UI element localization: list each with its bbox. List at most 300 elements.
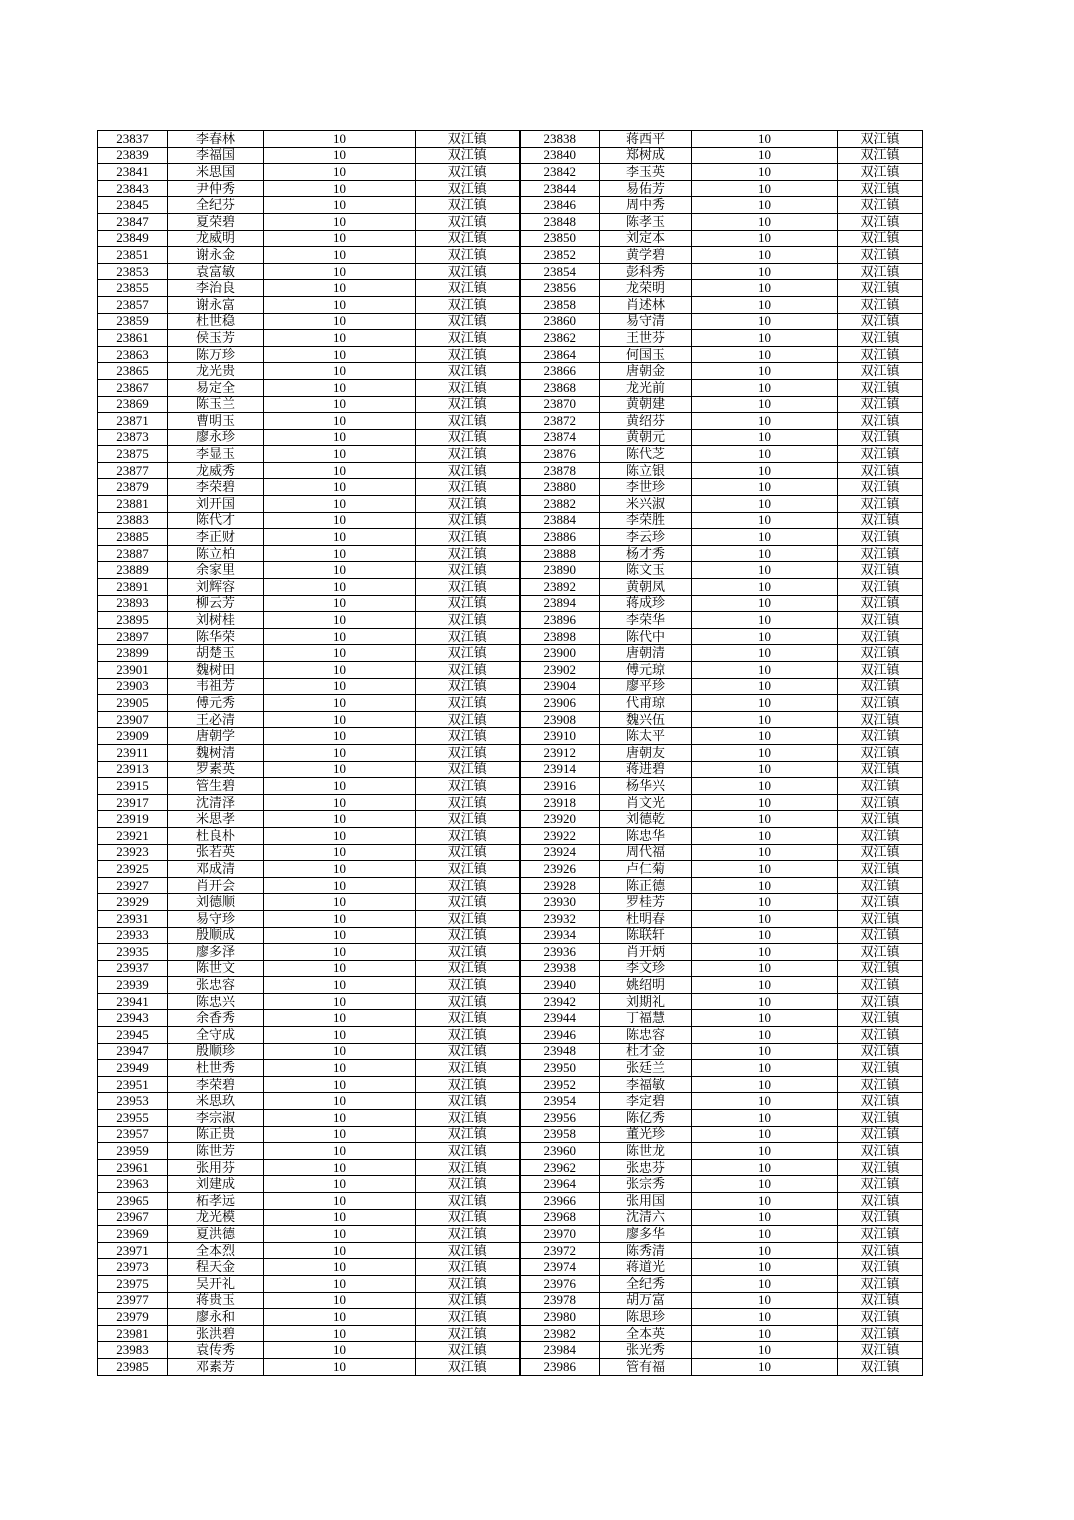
cell-right-town: 双江镇 bbox=[838, 877, 923, 894]
cell-left-name: 全本烈 bbox=[168, 1242, 264, 1259]
cell-right-no: 23976 bbox=[520, 1275, 600, 1292]
cell-left-amount: 10 bbox=[264, 827, 416, 844]
cell-left-no: 23895 bbox=[98, 612, 168, 629]
cell-left-name: 陈华荣 bbox=[168, 628, 264, 645]
cell-left-name: 王必清 bbox=[168, 711, 264, 728]
table-row bbox=[98, 1110, 923, 1127]
cell-right-name: 陈亿秀 bbox=[600, 1110, 692, 1127]
cell-left-name: 米思国 bbox=[168, 164, 264, 181]
cell-left-name: 胡楚玉 bbox=[168, 645, 264, 662]
cell-left-amount: 10 bbox=[264, 1292, 416, 1309]
cell-right-town: 双江镇 bbox=[838, 330, 923, 347]
table-row bbox=[98, 263, 923, 280]
cell-left-amount: 10 bbox=[264, 396, 416, 413]
cell-right-no: 23848 bbox=[520, 213, 600, 230]
cell-right-name: 杜才金 bbox=[600, 1043, 692, 1060]
cell-right-town: 双江镇 bbox=[838, 1027, 923, 1044]
cell-right-no: 23942 bbox=[520, 993, 600, 1010]
cell-right-amount: 10 bbox=[692, 827, 838, 844]
cell-right-no: 23952 bbox=[520, 1076, 600, 1093]
cell-right-no: 23838 bbox=[520, 131, 600, 148]
cell-left-name: 龙威秀 bbox=[168, 462, 264, 479]
cell-left-town: 双江镇 bbox=[416, 744, 520, 761]
cell-left-name: 李宗淑 bbox=[168, 1110, 264, 1127]
cell-left-no: 23931 bbox=[98, 910, 168, 927]
cell-right-amount: 10 bbox=[692, 396, 838, 413]
cell-left-no: 23877 bbox=[98, 462, 168, 479]
cell-right-no: 23966 bbox=[520, 1193, 600, 1210]
cell-right-name: 杜明春 bbox=[600, 910, 692, 927]
cell-right-town: 双江镇 bbox=[838, 247, 923, 264]
cell-right-name: 龙荣明 bbox=[600, 280, 692, 297]
cell-left-town: 双江镇 bbox=[416, 1275, 520, 1292]
cell-left-town: 双江镇 bbox=[416, 1143, 520, 1160]
cell-left-name: 李荣碧 bbox=[168, 479, 264, 496]
cell-left-no: 23973 bbox=[98, 1259, 168, 1276]
table-row bbox=[98, 910, 923, 927]
cell-left-town: 双江镇 bbox=[416, 479, 520, 496]
table-row bbox=[98, 960, 923, 977]
cell-left-town: 双江镇 bbox=[416, 164, 520, 181]
cell-left-town: 双江镇 bbox=[416, 827, 520, 844]
cell-left-amount: 10 bbox=[264, 678, 416, 695]
cell-right-name: 胡万富 bbox=[600, 1292, 692, 1309]
cell-left-name: 魏树清 bbox=[168, 744, 264, 761]
cell-left-town: 双江镇 bbox=[416, 529, 520, 546]
cell-left-amount: 10 bbox=[264, 180, 416, 197]
cell-left-name: 刘开国 bbox=[168, 496, 264, 513]
cell-right-town: 双江镇 bbox=[838, 180, 923, 197]
cell-left-no: 23985 bbox=[98, 1358, 168, 1375]
cell-left-no: 23891 bbox=[98, 579, 168, 596]
cell-left-amount: 10 bbox=[264, 147, 416, 164]
cell-left-name: 谢永富 bbox=[168, 296, 264, 313]
cell-right-town: 双江镇 bbox=[838, 1325, 923, 1342]
cell-left-town: 双江镇 bbox=[416, 147, 520, 164]
cell-left-name: 米思孝 bbox=[168, 811, 264, 828]
cell-right-name: 陈正德 bbox=[600, 877, 692, 894]
cell-left-no: 23967 bbox=[98, 1209, 168, 1226]
table-row bbox=[98, 396, 923, 413]
cell-right-name: 陈文玉 bbox=[600, 562, 692, 579]
cell-left-amount: 10 bbox=[264, 1342, 416, 1359]
cell-left-town: 双江镇 bbox=[416, 894, 520, 911]
table-row bbox=[98, 761, 923, 778]
cell-left-no: 23865 bbox=[98, 363, 168, 380]
cell-right-name: 唐朝清 bbox=[600, 645, 692, 662]
table-row bbox=[98, 462, 923, 479]
cell-right-no: 23840 bbox=[520, 147, 600, 164]
cell-right-no: 23886 bbox=[520, 529, 600, 546]
table-row bbox=[98, 429, 923, 446]
cell-right-name: 黄朝建 bbox=[600, 396, 692, 413]
cell-left-town: 双江镇 bbox=[416, 213, 520, 230]
cell-right-name: 杨才秀 bbox=[600, 545, 692, 562]
cell-right-town: 双江镇 bbox=[838, 1159, 923, 1176]
cell-right-amount: 10 bbox=[692, 927, 838, 944]
cell-left-town: 双江镇 bbox=[416, 861, 520, 878]
cell-left-town: 双江镇 bbox=[416, 612, 520, 629]
cell-right-name: 傅元琼 bbox=[600, 662, 692, 679]
cell-right-town: 双江镇 bbox=[838, 844, 923, 861]
cell-right-name: 全纪秀 bbox=[600, 1275, 692, 1292]
table-row bbox=[98, 1358, 923, 1375]
cell-left-town: 双江镇 bbox=[416, 230, 520, 247]
cell-right-name: 张光秀 bbox=[600, 1342, 692, 1359]
cell-right-name: 肖开炳 bbox=[600, 944, 692, 961]
cell-right-amount: 10 bbox=[692, 379, 838, 396]
cell-right-amount: 10 bbox=[692, 612, 838, 629]
cell-right-no: 23894 bbox=[520, 595, 600, 612]
table-row bbox=[98, 1226, 923, 1243]
cell-right-name: 唐朝友 bbox=[600, 744, 692, 761]
cell-right-town: 双江镇 bbox=[838, 960, 923, 977]
cell-left-name: 龙光模 bbox=[168, 1209, 264, 1226]
cell-right-no: 23974 bbox=[520, 1259, 600, 1276]
table-row bbox=[98, 628, 923, 645]
cell-left-no: 23841 bbox=[98, 164, 168, 181]
cell-right-town: 双江镇 bbox=[838, 927, 923, 944]
cell-left-no: 23889 bbox=[98, 562, 168, 579]
cell-right-town: 双江镇 bbox=[838, 313, 923, 330]
cell-right-amount: 10 bbox=[692, 197, 838, 214]
table-row bbox=[98, 413, 923, 430]
cell-right-town: 双江镇 bbox=[838, 1309, 923, 1326]
cell-left-amount: 10 bbox=[264, 960, 416, 977]
table-row bbox=[98, 794, 923, 811]
cell-right-no: 23970 bbox=[520, 1226, 600, 1243]
cell-left-town: 双江镇 bbox=[416, 711, 520, 728]
cell-left-no: 23849 bbox=[98, 230, 168, 247]
cell-left-town: 双江镇 bbox=[416, 346, 520, 363]
cell-right-no: 23910 bbox=[520, 728, 600, 745]
cell-left-name: 柘孝远 bbox=[168, 1193, 264, 1210]
cell-left-name: 蒋贵玉 bbox=[168, 1292, 264, 1309]
cell-left-name: 袁传秀 bbox=[168, 1342, 264, 1359]
cell-left-no: 23857 bbox=[98, 296, 168, 313]
cell-right-name: 易守清 bbox=[600, 313, 692, 330]
cell-left-name: 夏洪德 bbox=[168, 1226, 264, 1243]
table-row bbox=[98, 280, 923, 297]
cell-left-name: 李正财 bbox=[168, 529, 264, 546]
cell-left-amount: 10 bbox=[264, 662, 416, 679]
cell-right-amount: 10 bbox=[692, 761, 838, 778]
cell-right-amount: 10 bbox=[692, 479, 838, 496]
cell-left-no: 23927 bbox=[98, 877, 168, 894]
cell-left-name: 全守成 bbox=[168, 1027, 264, 1044]
cell-left-name: 陈立柏 bbox=[168, 545, 264, 562]
cell-left-amount: 10 bbox=[264, 512, 416, 529]
table-row bbox=[98, 446, 923, 463]
cell-left-amount: 10 bbox=[264, 1159, 416, 1176]
cell-right-no: 23842 bbox=[520, 164, 600, 181]
cell-right-amount: 10 bbox=[692, 413, 838, 430]
cell-right-town: 双江镇 bbox=[838, 1242, 923, 1259]
cell-right-town: 双江镇 bbox=[838, 1209, 923, 1226]
cell-left-name: 殷顺成 bbox=[168, 927, 264, 944]
cell-right-amount: 10 bbox=[692, 744, 838, 761]
table-row bbox=[98, 1193, 923, 1210]
cell-right-town: 双江镇 bbox=[838, 1275, 923, 1292]
cell-right-town: 双江镇 bbox=[838, 794, 923, 811]
cell-right-town: 双江镇 bbox=[838, 429, 923, 446]
cell-right-town: 双江镇 bbox=[838, 230, 923, 247]
cell-left-no: 23885 bbox=[98, 529, 168, 546]
cell-left-amount: 10 bbox=[264, 1010, 416, 1027]
cell-right-amount: 10 bbox=[692, 993, 838, 1010]
cell-left-amount: 10 bbox=[264, 1060, 416, 1077]
cell-right-amount: 10 bbox=[692, 1226, 838, 1243]
cell-right-town: 双江镇 bbox=[838, 761, 923, 778]
cell-left-town: 双江镇 bbox=[416, 496, 520, 513]
cell-right-town: 双江镇 bbox=[838, 263, 923, 280]
cell-left-amount: 10 bbox=[264, 1259, 416, 1276]
cell-right-amount: 10 bbox=[692, 1309, 838, 1326]
cell-left-no: 23977 bbox=[98, 1292, 168, 1309]
cell-right-name: 陈太平 bbox=[600, 728, 692, 745]
cell-right-town: 双江镇 bbox=[838, 1043, 923, 1060]
cell-left-amount: 10 bbox=[264, 1110, 416, 1127]
cell-left-town: 双江镇 bbox=[416, 678, 520, 695]
table-row bbox=[98, 346, 923, 363]
cell-left-town: 双江镇 bbox=[416, 413, 520, 430]
cell-right-amount: 10 bbox=[692, 147, 838, 164]
cell-right-name: 李荣华 bbox=[600, 612, 692, 629]
table-row bbox=[98, 1093, 923, 1110]
cell-left-amount: 10 bbox=[264, 1027, 416, 1044]
cell-right-no: 23914 bbox=[520, 761, 600, 778]
cell-right-amount: 10 bbox=[692, 280, 838, 297]
cell-left-town: 双江镇 bbox=[416, 662, 520, 679]
cell-right-amount: 10 bbox=[692, 330, 838, 347]
cell-left-no: 23917 bbox=[98, 794, 168, 811]
cell-right-town: 双江镇 bbox=[838, 711, 923, 728]
table-row bbox=[98, 1275, 923, 1292]
cell-left-town: 双江镇 bbox=[416, 579, 520, 596]
cell-left-amount: 10 bbox=[264, 1325, 416, 1342]
cell-left-no: 23953 bbox=[98, 1093, 168, 1110]
cell-right-name: 龙光前 bbox=[600, 379, 692, 396]
cell-left-town: 双江镇 bbox=[416, 512, 520, 529]
cell-left-amount: 10 bbox=[264, 977, 416, 994]
cell-left-no: 23971 bbox=[98, 1242, 168, 1259]
cell-right-no: 23928 bbox=[520, 877, 600, 894]
cell-left-no: 23905 bbox=[98, 695, 168, 712]
cell-left-name: 廖永和 bbox=[168, 1309, 264, 1326]
cell-right-amount: 10 bbox=[692, 1275, 838, 1292]
cell-right-name: 黄绍芬 bbox=[600, 413, 692, 430]
cell-right-no: 23938 bbox=[520, 960, 600, 977]
cell-left-no: 23963 bbox=[98, 1176, 168, 1193]
cell-left-no: 23925 bbox=[98, 861, 168, 878]
cell-right-name: 陈忠华 bbox=[600, 827, 692, 844]
cell-right-amount: 10 bbox=[692, 562, 838, 579]
cell-left-name: 陈世文 bbox=[168, 960, 264, 977]
cell-left-name: 李荣碧 bbox=[168, 1076, 264, 1093]
table-row bbox=[98, 877, 923, 894]
cell-right-amount: 10 bbox=[692, 1027, 838, 1044]
cell-right-town: 双江镇 bbox=[838, 496, 923, 513]
table-row bbox=[98, 213, 923, 230]
cell-left-town: 双江镇 bbox=[416, 280, 520, 297]
cell-left-amount: 10 bbox=[264, 711, 416, 728]
cell-left-town: 双江镇 bbox=[416, 910, 520, 927]
cell-right-no: 23956 bbox=[520, 1110, 600, 1127]
cell-left-town: 双江镇 bbox=[416, 1209, 520, 1226]
cell-right-no: 23920 bbox=[520, 811, 600, 828]
cell-left-town: 双江镇 bbox=[416, 695, 520, 712]
cell-left-town: 双江镇 bbox=[416, 728, 520, 745]
table-row bbox=[98, 695, 923, 712]
cell-left-name: 米思玖 bbox=[168, 1093, 264, 1110]
cell-left-amount: 10 bbox=[264, 744, 416, 761]
cell-right-name: 刘定本 bbox=[600, 230, 692, 247]
cell-left-no: 23939 bbox=[98, 977, 168, 994]
cell-right-name: 易佑芳 bbox=[600, 180, 692, 197]
table-row bbox=[98, 1043, 923, 1060]
cell-left-amount: 10 bbox=[264, 346, 416, 363]
cell-right-amount: 10 bbox=[692, 1010, 838, 1027]
cell-right-town: 双江镇 bbox=[838, 1292, 923, 1309]
cell-right-amount: 10 bbox=[692, 1043, 838, 1060]
cell-left-no: 23983 bbox=[98, 1342, 168, 1359]
cell-right-amount: 10 bbox=[692, 446, 838, 463]
cell-left-name: 傅元秀 bbox=[168, 695, 264, 712]
cell-left-no: 23947 bbox=[98, 1043, 168, 1060]
cell-right-name: 张廷兰 bbox=[600, 1060, 692, 1077]
cell-right-no: 23844 bbox=[520, 180, 600, 197]
cell-right-amount: 10 bbox=[692, 711, 838, 728]
cell-right-name: 张忠芬 bbox=[600, 1159, 692, 1176]
cell-right-town: 双江镇 bbox=[838, 977, 923, 994]
cell-left-name: 唐朝学 bbox=[168, 728, 264, 745]
cell-right-town: 双江镇 bbox=[838, 910, 923, 927]
cell-left-name: 张洪碧 bbox=[168, 1325, 264, 1342]
cell-left-amount: 10 bbox=[264, 545, 416, 562]
table-row bbox=[98, 512, 923, 529]
cell-left-no: 23969 bbox=[98, 1226, 168, 1243]
cell-right-amount: 10 bbox=[692, 960, 838, 977]
cell-left-no: 23861 bbox=[98, 330, 168, 347]
cell-left-no: 23855 bbox=[98, 280, 168, 297]
table-row bbox=[98, 1027, 923, 1044]
cell-right-town: 双江镇 bbox=[838, 363, 923, 380]
cell-left-town: 双江镇 bbox=[416, 396, 520, 413]
cell-right-name: 黄朝凤 bbox=[600, 579, 692, 596]
cell-right-name: 陈代芝 bbox=[600, 446, 692, 463]
table-row bbox=[98, 313, 923, 330]
cell-left-no: 23921 bbox=[98, 827, 168, 844]
table-row bbox=[98, 131, 923, 148]
cell-left-no: 23937 bbox=[98, 960, 168, 977]
table-row bbox=[98, 894, 923, 911]
cell-right-name: 米兴淑 bbox=[600, 496, 692, 513]
cell-right-town: 双江镇 bbox=[838, 1358, 923, 1375]
cell-right-name: 周中秀 bbox=[600, 197, 692, 214]
cell-left-town: 双江镇 bbox=[416, 247, 520, 264]
cell-right-town: 双江镇 bbox=[838, 197, 923, 214]
cell-left-town: 双江镇 bbox=[416, 1259, 520, 1276]
cell-right-amount: 10 bbox=[692, 545, 838, 562]
cell-left-name: 龙威明 bbox=[168, 230, 264, 247]
cell-left-amount: 10 bbox=[264, 1126, 416, 1143]
cell-left-no: 23979 bbox=[98, 1309, 168, 1326]
cell-right-no: 23866 bbox=[520, 363, 600, 380]
cell-right-no: 23912 bbox=[520, 744, 600, 761]
cell-right-name: 陈世龙 bbox=[600, 1143, 692, 1160]
cell-right-no: 23858 bbox=[520, 296, 600, 313]
cell-right-amount: 10 bbox=[692, 263, 838, 280]
cell-right-town: 双江镇 bbox=[838, 811, 923, 828]
cell-left-town: 双江镇 bbox=[416, 180, 520, 197]
cell-right-no: 23854 bbox=[520, 263, 600, 280]
cell-right-no: 23962 bbox=[520, 1159, 600, 1176]
cell-left-name: 程天金 bbox=[168, 1259, 264, 1276]
cell-right-amount: 10 bbox=[692, 529, 838, 546]
cell-left-no: 23923 bbox=[98, 844, 168, 861]
cell-right-town: 双江镇 bbox=[838, 147, 923, 164]
cell-right-amount: 10 bbox=[692, 1259, 838, 1276]
cell-right-amount: 10 bbox=[692, 794, 838, 811]
cell-left-name: 杜良朴 bbox=[168, 827, 264, 844]
cell-right-no: 23870 bbox=[520, 396, 600, 413]
cell-right-name: 刘期礼 bbox=[600, 993, 692, 1010]
cell-left-amount: 10 bbox=[264, 628, 416, 645]
cell-right-name: 陈孝玉 bbox=[600, 213, 692, 230]
cell-left-town: 双江镇 bbox=[416, 1176, 520, 1193]
cell-right-no: 23932 bbox=[520, 910, 600, 927]
cell-right-no: 23888 bbox=[520, 545, 600, 562]
cell-right-no: 23898 bbox=[520, 628, 600, 645]
cell-right-no: 23904 bbox=[520, 678, 600, 695]
cell-left-no: 23945 bbox=[98, 1027, 168, 1044]
cell-right-name: 卢仁菊 bbox=[600, 861, 692, 878]
table-row bbox=[98, 595, 923, 612]
cell-right-amount: 10 bbox=[692, 595, 838, 612]
cell-left-no: 23951 bbox=[98, 1076, 168, 1093]
cell-right-name: 唐朝金 bbox=[600, 363, 692, 380]
cell-left-amount: 10 bbox=[264, 263, 416, 280]
cell-left-town: 双江镇 bbox=[416, 197, 520, 214]
cell-left-no: 23943 bbox=[98, 1010, 168, 1027]
cell-right-amount: 10 bbox=[692, 778, 838, 795]
cell-left-no: 23913 bbox=[98, 761, 168, 778]
cell-right-town: 双江镇 bbox=[838, 678, 923, 695]
cell-right-no: 23978 bbox=[520, 1292, 600, 1309]
cell-right-amount: 10 bbox=[692, 1193, 838, 1210]
cell-right-no: 23972 bbox=[520, 1242, 600, 1259]
cell-right-name: 李云珍 bbox=[600, 529, 692, 546]
cell-right-name: 李福敏 bbox=[600, 1076, 692, 1093]
cell-right-name: 沈清六 bbox=[600, 1209, 692, 1226]
cell-left-no: 23887 bbox=[98, 545, 168, 562]
cell-right-town: 双江镇 bbox=[838, 1126, 923, 1143]
table-row bbox=[98, 927, 923, 944]
table-row bbox=[98, 197, 923, 214]
cell-right-no: 23902 bbox=[520, 662, 600, 679]
cell-right-no: 23924 bbox=[520, 844, 600, 861]
cell-right-amount: 10 bbox=[692, 910, 838, 927]
cell-left-town: 双江镇 bbox=[416, 1043, 520, 1060]
cell-right-no: 23882 bbox=[520, 496, 600, 513]
cell-left-town: 双江镇 bbox=[416, 1093, 520, 1110]
cell-left-no: 23845 bbox=[98, 197, 168, 214]
cell-left-name: 侯玉芳 bbox=[168, 330, 264, 347]
cell-left-name: 殷顺珍 bbox=[168, 1043, 264, 1060]
cell-right-no: 23864 bbox=[520, 346, 600, 363]
cell-left-no: 23863 bbox=[98, 346, 168, 363]
cell-right-name: 李玉英 bbox=[600, 164, 692, 181]
